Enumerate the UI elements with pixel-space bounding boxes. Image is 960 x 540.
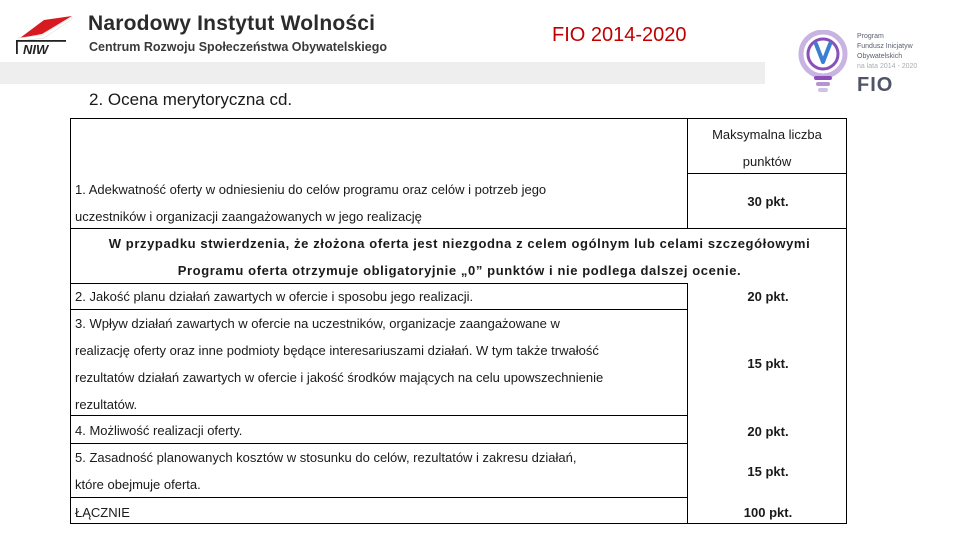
evaluation-table [70,118,847,524]
criterion-4-points: 20 pkt. [747,424,789,439]
notice-line: W przypadku stwierdzenia, że złożona oferta jest niezgodna z celem ogólnym lub celami szczegółowymi [108,236,811,251]
lightbulb-icon [797,30,849,96]
fio-logo-line: Obywatelskich [857,53,903,60]
niw-logo-text: NIW [23,42,49,56]
column-divider [687,283,688,523]
org-subtitle: Centrum Rozwoju Społeczeństwa Obywatelskiego [89,40,387,54]
criterion-line: rezultatów działań zawartych w ofercie i jakość środków mających na celu upowszechnienie [75,370,604,385]
header-max-points-line: Maksymalna liczba [712,127,822,142]
program-title: FIO 2014-2020 [552,24,687,46]
criterion-2-points: 20 pkt. [747,289,789,304]
fio-logo-word: FIO [857,74,894,96]
criterion-line: 2. Jakość planu działań zawartych w ofercie i sposobu jego realizacji. [75,289,474,304]
criterion-line: realizację oferty oraz inne podmioty będące interesariuszami działań. W tym także trwałość [75,343,599,358]
criterion-3 [75,310,687,418]
criterion-3-points: 15 pkt. [747,356,789,371]
criterion-1 [75,176,685,230]
header-divider-strip [0,62,765,84]
criterion-1-points: 30 pkt. [747,194,789,209]
criterion-line: 4. Możliwość realizacji oferty. [75,423,243,438]
fio-logo-years: na lata 2014 - 2020 [857,63,918,70]
notice-line: Programu oferta otrzymuje obligatoryjnie „0” punktów i nie podlega dalszej ocenie. [177,263,742,278]
criterion-4 [75,417,685,444]
total-points: 100 pkt. [743,505,793,520]
fio-logo-caption [857,32,917,72]
criterion-line: 3. Wpływ działań zawartych w ofercie na uczestników, organizacje zaangażowane w [75,316,560,331]
header-max-points-line: punktów [742,154,792,169]
eligibility-notice [71,230,848,284]
criterion-5 [75,444,685,498]
niw-logo [14,14,74,56]
criterion-line: 5. Zasadność planowanych kosztów w stosunku do celów, rezultatów i zakresu działań, [75,450,577,465]
fio-logo-line: Fundusz Inicjatyw [857,43,913,50]
criterion-line: rezultatów. [75,397,138,412]
fio-logo-line: Program [857,33,884,40]
section-title: 2. Ocena merytoryczna cd. [89,90,293,109]
criterion-2 [75,283,685,310]
org-name: Narodowy Instytut Wolności [88,12,376,35]
criterion-line: uczestników i organizacji zaangażowanych w jego realizację [75,209,422,224]
criterion-line: które obejmuje oferta. [75,477,201,492]
header-max-points [687,121,847,175]
criterion-5-points: 15 pkt. [747,464,789,479]
total-label: ŁĄCZNIE [75,505,130,520]
criterion-line: 1. Adekwatność oferty w odniesieniu do celów programu oraz celów i potrzeb jego [75,182,547,197]
